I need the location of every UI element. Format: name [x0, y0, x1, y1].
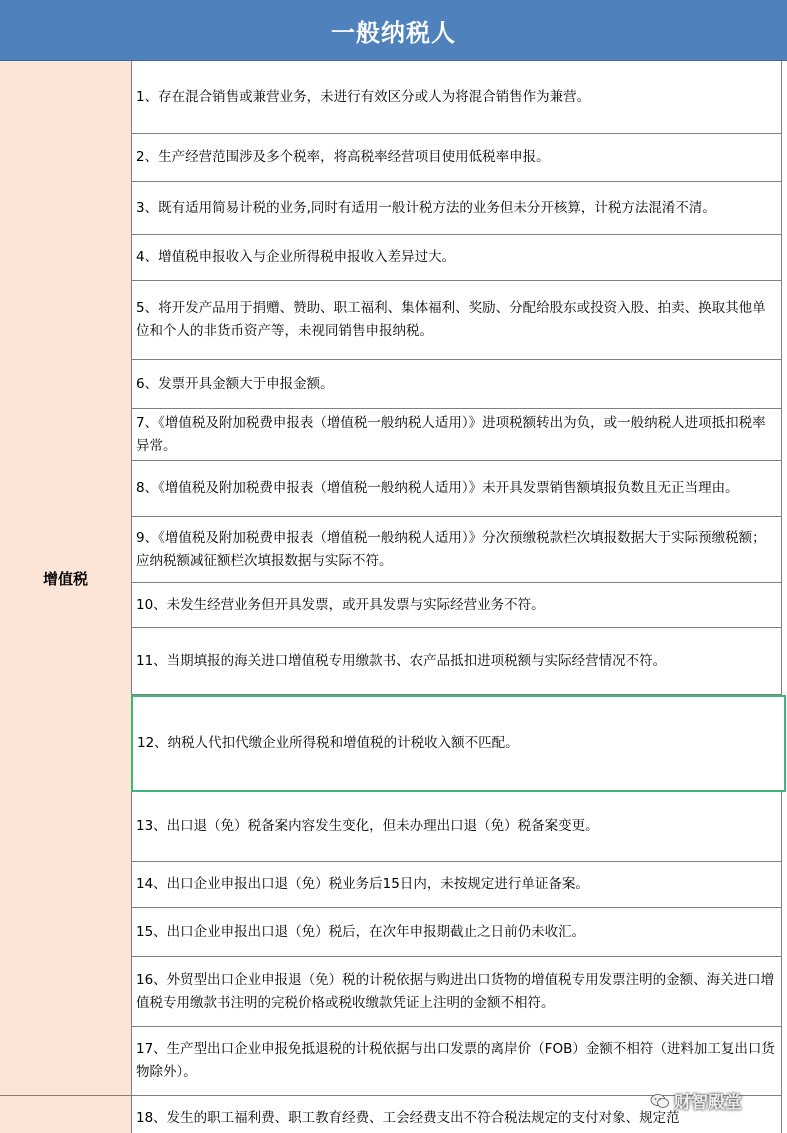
category-cell-vat: [0, 61, 132, 1096]
list-item: 9、《增值税及附加税费申报表（增值税一般纳税人适用）》分次预缴税款栏次填报数据大于实际预缴税额；应纳税额减征额栏次填报数据与实际不符。: [132, 517, 782, 583]
list-item: 13、出口退（免）税备案内容发生变化，但未办理出口退（免）税备案变更。: [132, 792, 782, 862]
watermark: [650, 1088, 742, 1113]
list-item: 16、外贸型出口企业申报退（免）税的计税依据与购进出口货物的增值税专用发票注明的金额、海关进口增值税专用缴款书注明的完税价格或税收缴款凭证上注明的金额不相符。: [132, 957, 782, 1027]
list-item: 15、出口企业申报出口退（免）税后，在次年申报期截止之日前仍未收汇。: [132, 908, 782, 957]
list-item: 1、存在混合销售或兼营业务，未进行有效区分或人为将混合销售作为兼营。: [132, 61, 782, 134]
wechat-icon: [650, 1093, 670, 1109]
list-item: 11、当期填报的海关进口增值税专用缴款书、农产品抵扣进项税额与实际经营情况不符。: [132, 628, 782, 695]
list-item: 10、未发生经营业务但开具发票，或开具发票与实际经营业务不符。: [132, 583, 782, 628]
watermark-text: 财智殿堂: [674, 1093, 742, 1113]
list-item: 18、发生的职工福利费、职工教育经费、工会经费支出不符合税法规定的支付对象、规定范: [132, 1096, 782, 1133]
category-cell-next: [0, 1096, 132, 1133]
list-item-highlighted: 12、纳税人代扣代缴企业所得税和增值税的计税收入额不匹配。: [131, 695, 786, 792]
list-item: 17、生产型出口企业申报免抵退税的计税依据与出口发票的离岸价（FOB）金额不相符（进料加工复出口货物除外）。: [132, 1027, 782, 1096]
category-label: 增值税: [42, 570, 88, 588]
list-item: 4、增值税申报收入与企业所得税申报收入差异过大。: [132, 235, 782, 281]
list-item: 3、既有适用简易计税的业务,同时有适用一般计税方法的业务但未分开核算，计税方法混淆不清。: [132, 182, 782, 235]
list-item: 7、《增值税及附加税费申报表（增值税一般纳税人适用）》进项税额转出为负，或一般纳税人进项抵扣税率异常。: [132, 409, 782, 461]
list-item: 6、发票开具金额大于申报金额。: [132, 360, 782, 409]
list-item: 14、出口企业申报出口退（免）税业务后15日内，未按规定进行单证备案。: [132, 862, 782, 908]
list-item: 5、将开发产品用于捐赠、赞助、职工福利、集体福利、奖励、分配给股东或投资入股、拍卖、换取其他单位和个人的非货币资产等，未视同销售申报纳税。: [132, 281, 782, 360]
page-title: 一般纳税人: [0, 0, 787, 61]
list-item: 2、生产经营范围涉及多个税率，将高税率经营项目使用低税率申报。: [132, 134, 782, 182]
list-item: 8、《增值税及附加税费申报表（增值税一般纳税人适用）》未开具发票销售额填报负数且无正当理由。: [132, 461, 782, 517]
